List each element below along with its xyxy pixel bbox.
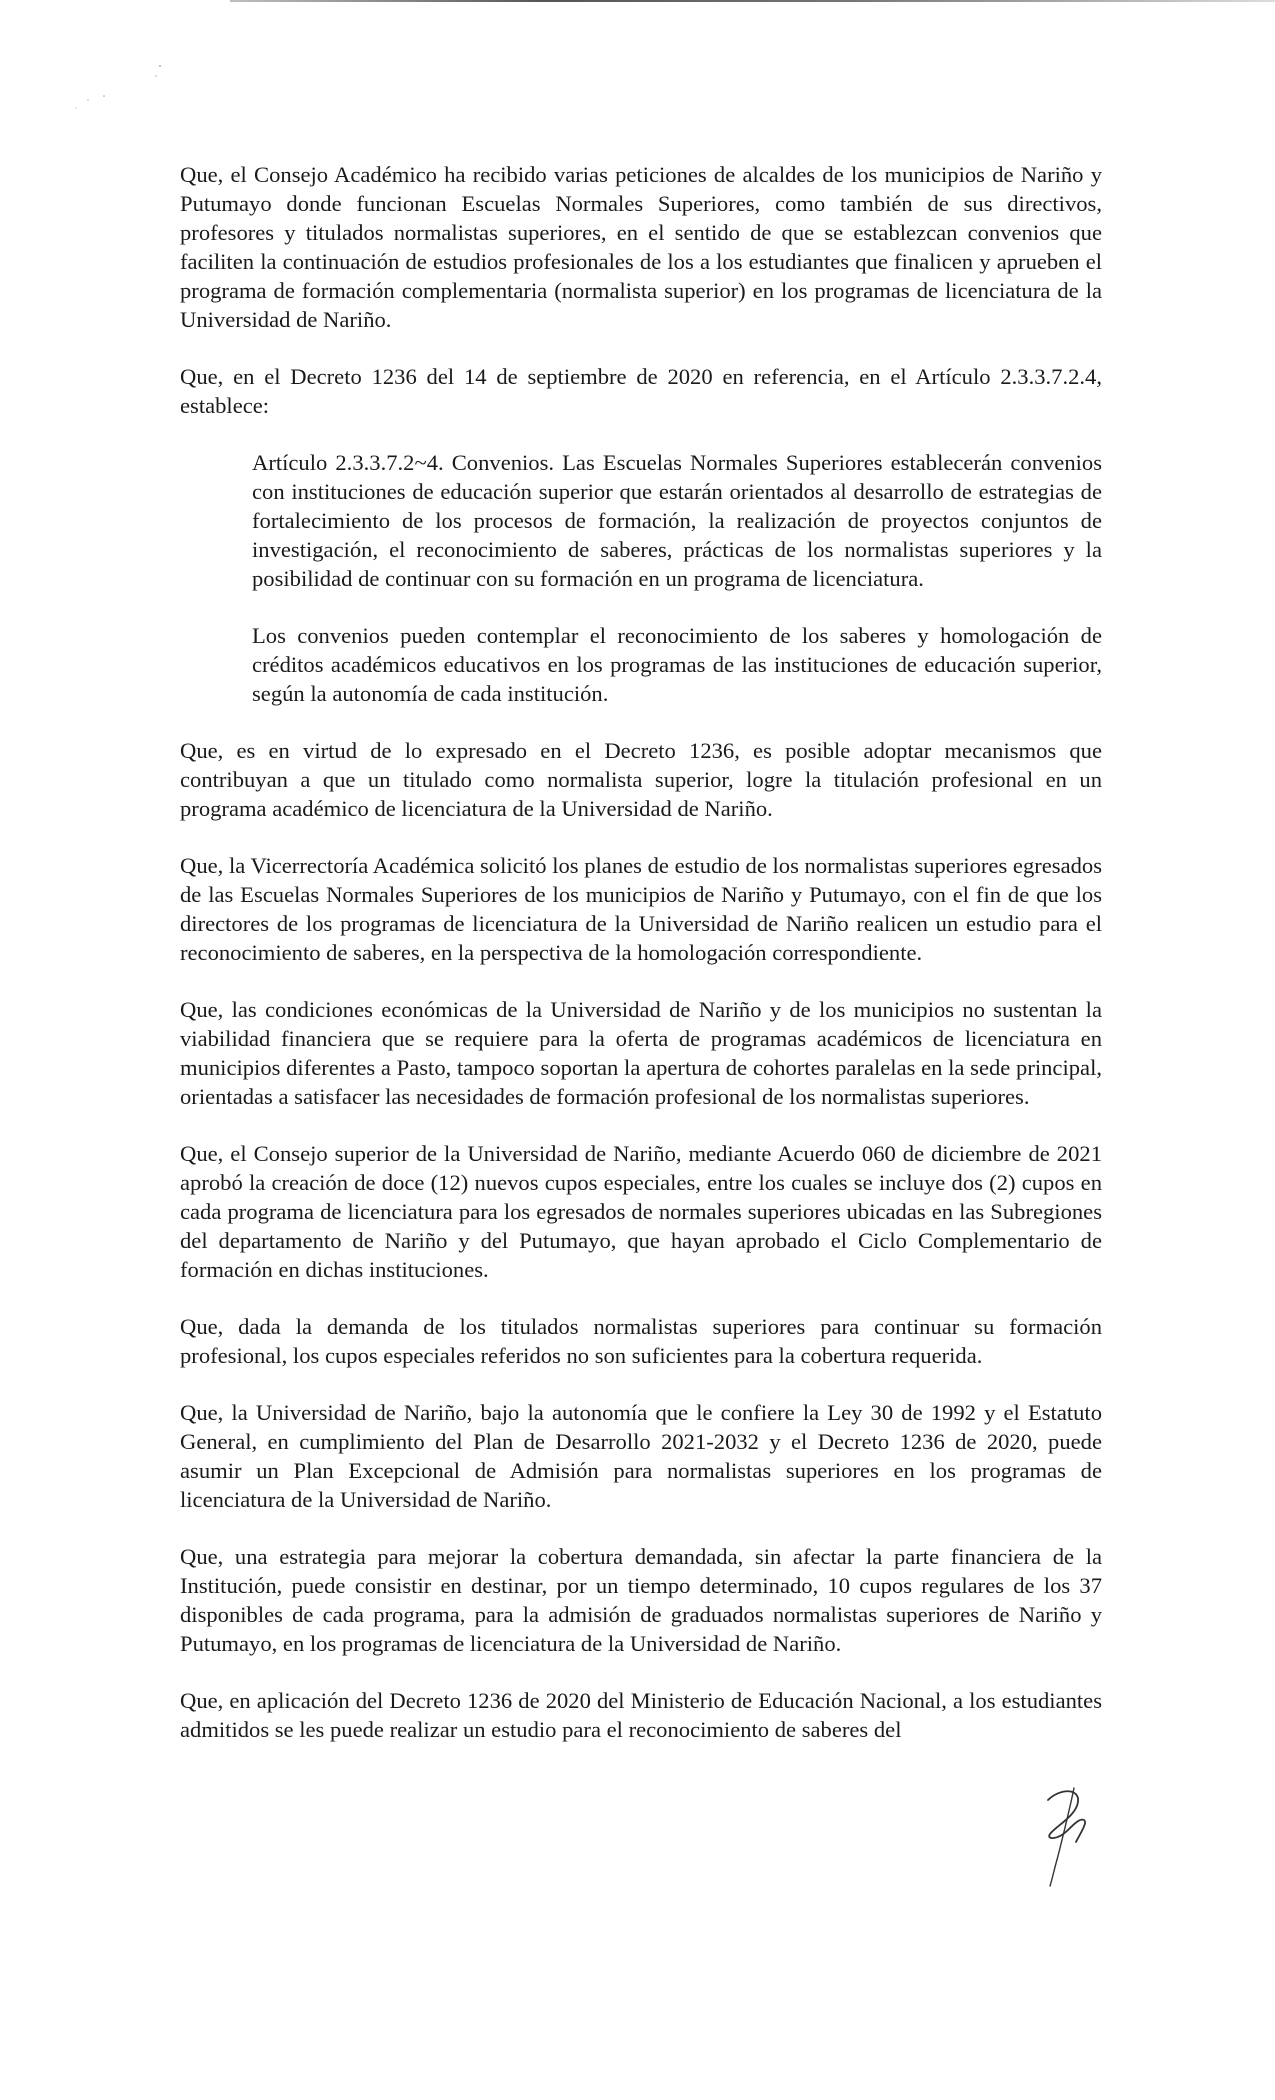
scan-edge-line bbox=[230, 0, 1275, 2]
paragraph-considerando-demanda: Que, dada la demanda de los titulados normalistas superiores para continuar su formación profesional, los cupos especiales referidos no son suficientes para la cobertura requerida. bbox=[180, 1314, 1102, 1368]
paragraph-quote-articulo: Artículo 2.3.3.7.2~4. Convenios. Las Escuelas Normales Superiores establecerán convenios con instituciones de educación superior que estarán orientados al desarrollo de estrategias de fortalecimiento de los procesos de formación, la realización de proyectos conjuntos de investigación, el reconocimiento de saberes, prácticas de los normalistas superiores y la posibilidad de continuar con su formación en un programa de licenciatura. bbox=[252, 450, 1102, 591]
paragraph-considerando-estrategia: Que, una estrategia para mejorar la cobertura demandada, sin afectar la parte financiera de la Institución, puede consistir en destinar, por un tiempo determinado, 10 cupos regulares de los 37 disponibles de cada programa, para la admisión de graduados normalistas superiores de Nariño y Putumayo, en los programas de licenciatura de la Universidad de Nariño. bbox=[180, 1544, 1102, 1656]
paragraph-considerando-autonomia: Que, la Universidad de Nariño, bajo la autonomía que le confiere la Ley 30 de 1992 y el Estatuto General, en cumplimiento del Plan de Desarrollo 2021-2032 y el Decreto 1236 de 2020, puede asumir un Plan Excepcional de Admisión para normalistas superiores en los programas de licenciatura de la Universidad de Nariño. bbox=[180, 1400, 1102, 1512]
paragraph-considerando-acuerdo: Que, el Consejo superior de la Universidad de Nariño, mediante Acuerdo 060 de diciembre de 2021 aprobó la creación de doce (12) nuevos cupos especiales, entre los cuales se incluye dos (2) cupos en cada programa de licenciatura para los egresados de normales superiores ubicadas en las Subregiones del departamento de Nariño y del Putumayo, que hayan aprobado el Ciclo Complementario de formación en dichas instituciones. bbox=[180, 1141, 1102, 1282]
paragraph-considerando-vicerrectoria: Que, la Vicerrectoría Académica solicitó los planes de estudio de los normalistas superiores egresados de las Escuelas Normales Superiores de los municipios de Nariño y Putumayo, con el fin de que los directores de los programas de licenciatura de la Universidad de Nariño realicen un estudio para el reconocimiento de saberes, en la perspectiva de la homologación correspondiente. bbox=[180, 853, 1102, 965]
paragraph-considerando-mecanismos: Que, es en virtud de lo expresado en el Decreto 1236, es posible adoptar mecanismos que contribuyan a que un titulado como normalista superior, logre la titulación profesional en un programa académico de licenciatura de la Universidad de Nariño. bbox=[180, 738, 1102, 821]
scan-artifact-specks bbox=[60, 60, 180, 120]
paragraph-considerando-decreto: Que, en el Decreto 1236 del 14 de septiembre de 2020 en referencia, en el Artículo 2.3.3.7.2.4, establece: bbox=[180, 364, 1102, 418]
paragraph-quote-convenios: Los convenios pueden contemplar el reconocimiento de los saberes y homologación de créditos académicos educativos en los programas de las instituciones de educación superior, según la autonomía de cada institución. bbox=[252, 623, 1102, 706]
document-body bbox=[180, 160, 1102, 1772]
handwritten-signature-icon bbox=[1030, 1782, 1100, 1892]
paragraph-considerando-peticiones: Que, el Consejo Académico ha recibido varias peticiones de alcaldes de los municipios de Nariño y Putumayo donde funcionan Escuelas Normales Superiores, como también de sus directivos, profesores y titulados normalistas superiores, en el sentido de que se establezcan convenios que faciliten la continuación de estudios profesionales de los a los estudiantes que finalicen y aprueben el programa de formación complementaria (normalista superior) en los programas de licenciatura de la Universidad de Nariño. bbox=[180, 162, 1102, 332]
paragraph-considerando-aplicacion: Que, en aplicación del Decreto 1236 de 2020 del Ministerio de Educación Nacional, a los estudiantes admitidos se les puede realizar un estudio para el reconocimiento de saberes del bbox=[180, 1688, 1102, 1742]
paragraph-considerando-condiciones: Que, las condiciones económicas de la Universidad de Nariño y de los municipios no sustentan la viabilidad financiera que se requiere para la oferta de programas académicos de licenciatura en municipios diferentes a Pasto, tampoco soportan la apertura de cohortes paralelas en la sede principal, orientadas a satisfacer las necesidades de formación profesional de los normalistas superiores. bbox=[180, 997, 1102, 1109]
